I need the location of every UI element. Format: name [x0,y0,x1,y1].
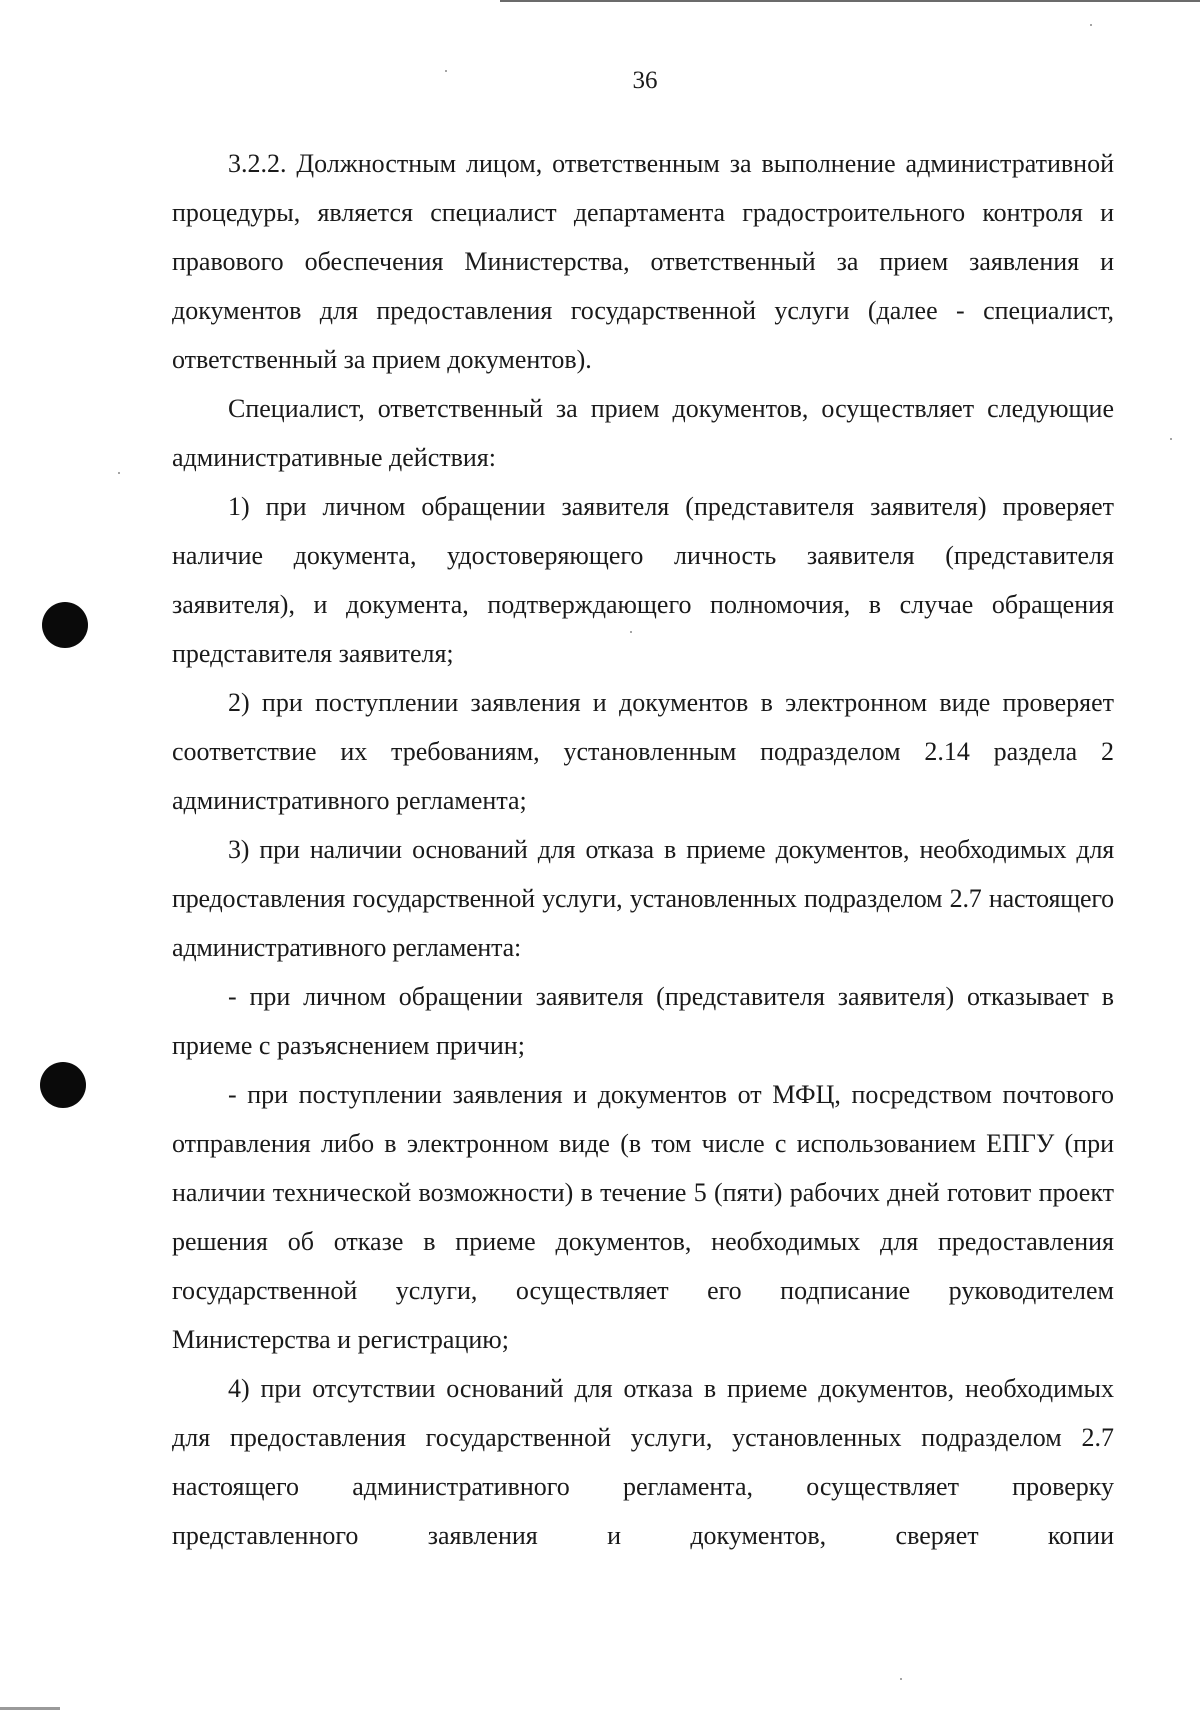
document-body [172,139,1114,1560]
scan-speck [900,1678,902,1680]
paragraph-refusal-personal: - при личном обращении заявителя (представителя заявителя) отказывает в приеме с разъяснением причин; [172,982,1114,1060]
paragraph-3-2-2: 3.2.2. Должностным лицом, ответственным за выполнение административной процедуры, является специалист департамента градостроительного контроля и правового обеспечения Министерства, ответственный за прием заявления и документов для предоставления государственной услуги (далее - специалист, ответственный за прием документов). [172,149,1114,374]
scan-speck [1090,24,1092,26]
paragraph-specialist-actions: Специалист, ответственный за прием документов, осуществляет следующие административные действия: [172,394,1114,472]
paragraph-item-4: 4) при отсутствии оснований для отказа в приеме документов, необходимых для предоставления государственной услуги, установленных подразделом 2.7 настоящего административного регламента, осуществляет проверку представленного заявления и документов, сверяет копии [172,1374,1114,1550]
punch-hole-icon [42,602,88,648]
paragraph-item-2: 2) при поступлении заявления и документов в электронном виде проверяет соответствие их требованиям, установленным подразделом 2.14 раздела 2 административного регламента; [172,688,1114,815]
scan-edge-line-bottom [0,1707,60,1710]
scan-speck [1170,438,1172,440]
paragraph-refusal-mfc: - при поступлении заявления и документов от МФЦ, посредством почтового отправления либо в электронном виде (в том числе с использованием ЕПГУ (при наличии технической возможности) в течение 5 (пяти) рабочих дней готовит проект решения об отказе в приеме документов, необходимых для предоставления государственной услуги, осуществляет его подписание руководителем Министерства и регистрацию; [172,1080,1114,1354]
paragraph-item-3: 3) при наличии оснований для отказа в приеме документов, необходимых для предоставления государственной услуги, установленных подразделом 2.7 настоящего административного регламента: [172,835,1114,962]
page-number: 36 [632,67,658,94]
scan-edge-line-top [500,0,1200,2]
paragraph-item-1: 1) при личном обращении заявителя (представителя заявителя) проверяет наличие документа, удостоверяющего личность заявителя (представителя заявителя), и документа, подтверждающего полномочия, в случае обращения представителя заявителя; [172,492,1114,668]
punch-hole-icon [40,1062,86,1108]
scan-speck [118,472,120,474]
